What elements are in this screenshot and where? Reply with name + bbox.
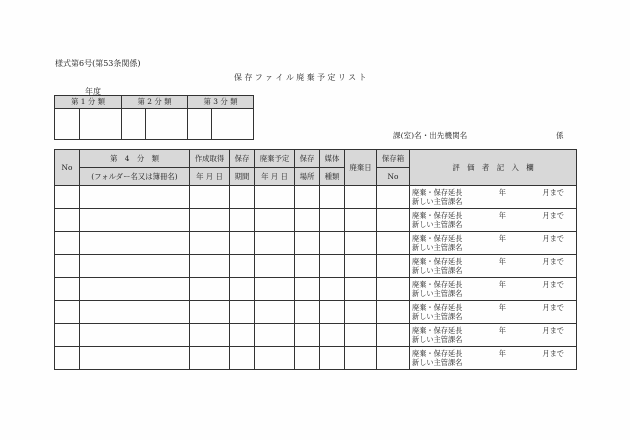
header-class4: 第 4 分 類 <box>80 150 190 168</box>
table-row <box>55 301 577 324</box>
eval-until-month-label: 月まで <box>542 348 564 358</box>
header-box: 保存箱 <box>377 150 410 168</box>
cell-planned-disposal-date[interactable] <box>255 278 295 301</box>
cell-evaluator-entry[interactable] <box>410 186 577 209</box>
table-row <box>55 278 577 301</box>
cell-folder-name[interactable] <box>80 186 190 209</box>
classification-table <box>54 95 254 140</box>
cell-storage-location[interactable] <box>295 301 320 324</box>
cell-planned-disposal-date[interactable] <box>255 255 295 278</box>
cell-folder-name[interactable] <box>80 278 190 301</box>
eval-year-label: 年 <box>498 256 506 266</box>
cell-no[interactable] <box>55 301 80 324</box>
cell-created-date[interactable] <box>190 255 230 278</box>
cell-created-date[interactable] <box>190 186 230 209</box>
cell-disposal-date[interactable] <box>345 301 377 324</box>
header-retention: 保存 <box>230 150 255 168</box>
cell-created-date[interactable] <box>190 301 230 324</box>
table-row <box>55 324 577 347</box>
cell-retention-period[interactable] <box>230 186 255 209</box>
cell-storage-location[interactable] <box>295 324 320 347</box>
cell-retention-period[interactable] <box>230 232 255 255</box>
header-disposal-planned-sub: 年 月 日 <box>255 168 295 186</box>
table-row <box>55 232 577 255</box>
cell-folder-name[interactable] <box>80 209 190 232</box>
cell-disposal-date[interactable] <box>345 255 377 278</box>
cell-no[interactable] <box>55 324 80 347</box>
eval-new-department-label: 新しい主管課名 <box>412 220 463 229</box>
cell-retention-period[interactable] <box>230 324 255 347</box>
cell-box-no[interactable] <box>377 278 410 301</box>
class2-header: 第 2 分 類 <box>122 96 188 109</box>
cell-created-date[interactable] <box>190 324 230 347</box>
table-row <box>55 209 577 232</box>
cell-media-type[interactable] <box>320 186 345 209</box>
cell-evaluator-entry[interactable] <box>410 278 577 301</box>
eval-year-label: 年 <box>498 233 506 243</box>
cell-evaluator-entry[interactable] <box>410 232 577 255</box>
cell-created-date[interactable] <box>190 347 230 370</box>
class1-name-cell[interactable] <box>80 109 122 140</box>
cell-media-type[interactable] <box>320 278 345 301</box>
cell-box-no[interactable] <box>377 347 410 370</box>
cell-evaluator-entry[interactable] <box>410 324 577 347</box>
class3-name-cell[interactable] <box>212 109 254 140</box>
cell-folder-name[interactable] <box>80 301 190 324</box>
cell-planned-disposal-date[interactable] <box>255 209 295 232</box>
eval-year-label: 年 <box>498 348 506 358</box>
cell-storage-location[interactable] <box>295 347 320 370</box>
class2-code-cell[interactable] <box>122 109 146 140</box>
cell-retention-period[interactable] <box>230 209 255 232</box>
header-created: 作成取得 <box>190 150 230 168</box>
eval-new-department-label: 新しい主管課名 <box>412 358 463 367</box>
cell-box-no[interactable] <box>377 324 410 347</box>
cell-no[interactable] <box>55 278 80 301</box>
eval-year-label: 年 <box>498 302 506 312</box>
cell-created-date[interactable] <box>190 278 230 301</box>
cell-evaluator-entry[interactable] <box>410 301 577 324</box>
class1-code-cell[interactable] <box>55 109 80 140</box>
eval-until-month-label: 月まで <box>542 256 564 266</box>
cell-media-type[interactable] <box>320 232 345 255</box>
cell-storage-location[interactable] <box>295 278 320 301</box>
form-number: 様式第6号(第53条関係) <box>55 59 141 68</box>
eval-until-month-label: 月まで <box>542 210 564 220</box>
cell-box-no[interactable] <box>377 301 410 324</box>
eval-until-month-label: 月まで <box>542 302 564 312</box>
cell-disposal-date[interactable] <box>345 278 377 301</box>
cell-storage-location[interactable] <box>295 255 320 278</box>
cell-retention-period[interactable] <box>230 278 255 301</box>
cell-media-type[interactable] <box>320 347 345 370</box>
eval-disposal-extension-label: 廃棄・保存延長 <box>412 302 463 312</box>
cell-box-no[interactable] <box>377 232 410 255</box>
cell-disposal-date[interactable] <box>345 186 377 209</box>
cell-planned-disposal-date[interactable] <box>255 324 295 347</box>
section-suffix: 係 <box>556 131 564 140</box>
class3-header: 第 3 分 類 <box>188 96 254 109</box>
cell-media-type[interactable] <box>320 324 345 347</box>
eval-new-department-label: 新しい主管課名 <box>412 197 463 206</box>
cell-folder-name[interactable] <box>80 232 190 255</box>
cell-storage-location[interactable] <box>295 209 320 232</box>
cell-retention-period[interactable] <box>230 301 255 324</box>
fiscal-year-label: 年度 <box>85 87 101 96</box>
header-media: 媒体 <box>320 150 345 168</box>
header-created-sub: 年 月 日 <box>190 168 230 186</box>
cell-disposal-date[interactable] <box>345 347 377 370</box>
eval-year-label: 年 <box>498 210 506 220</box>
header-evaluator: 評 価 者 記 入 欄 <box>410 150 577 186</box>
eval-new-department-label: 新しい主管課名 <box>412 312 463 321</box>
document-title: 保存ファイル廃棄予定リスト <box>234 73 369 82</box>
header-storage: 保存 <box>295 150 320 168</box>
eval-until-month-label: 月まで <box>542 187 564 197</box>
cell-media-type[interactable] <box>320 209 345 232</box>
cell-planned-disposal-date[interactable] <box>255 186 295 209</box>
cell-evaluator-entry[interactable] <box>410 209 577 232</box>
eval-disposal-extension-label: 廃棄・保存延長 <box>412 279 463 289</box>
cell-storage-location[interactable] <box>295 232 320 255</box>
eval-disposal-extension-label: 廃棄・保存延長 <box>412 210 463 220</box>
header-retention-sub: 期間 <box>230 168 255 186</box>
cell-no[interactable] <box>55 255 80 278</box>
cell-box-no[interactable] <box>377 209 410 232</box>
cell-retention-period[interactable] <box>230 255 255 278</box>
cell-disposal-date[interactable] <box>345 324 377 347</box>
header-media-sub: 種類 <box>320 168 345 186</box>
eval-disposal-extension-label: 廃棄・保存延長 <box>412 325 463 335</box>
eval-new-department-label: 新しい主管課名 <box>412 266 463 275</box>
eval-disposal-extension-label: 廃棄・保存延長 <box>412 233 463 243</box>
cell-box-no[interactable] <box>377 186 410 209</box>
eval-new-department-label: 新しい主管課名 <box>412 335 463 344</box>
class2-name-cell[interactable] <box>146 109 188 140</box>
disposal-list-table <box>54 149 577 370</box>
eval-until-month-label: 月まで <box>542 325 564 335</box>
cell-no[interactable] <box>55 209 80 232</box>
cell-created-date[interactable] <box>190 209 230 232</box>
table-row <box>55 186 577 209</box>
header-disposal-date: 廃棄日 <box>345 150 377 186</box>
cell-disposal-date[interactable] <box>345 232 377 255</box>
eval-new-department-label: 新しい主管課名 <box>412 243 463 252</box>
class1-header: 第 1 分 類 <box>55 96 122 109</box>
eval-new-department-label: 新しい主管課名 <box>412 289 463 298</box>
cell-planned-disposal-date[interactable] <box>255 232 295 255</box>
department-label: 課(室)名・出先機関名 <box>393 131 468 140</box>
cell-no[interactable] <box>55 232 80 255</box>
header-disposal-planned: 廃棄予定 <box>255 150 295 168</box>
eval-disposal-extension-label: 廃棄・保存延長 <box>412 348 463 358</box>
cell-planned-disposal-date[interactable] <box>255 301 295 324</box>
eval-until-month-label: 月まで <box>542 233 564 243</box>
table-row <box>55 255 577 278</box>
cell-no[interactable] <box>55 186 80 209</box>
cell-folder-name[interactable] <box>80 255 190 278</box>
header-no: No <box>55 150 80 186</box>
cell-folder-name[interactable] <box>80 347 190 370</box>
eval-until-month-label: 月まで <box>542 279 564 289</box>
cell-folder-name[interactable] <box>80 324 190 347</box>
cell-box-no[interactable] <box>377 255 410 278</box>
cell-media-type[interactable] <box>320 301 345 324</box>
cell-no[interactable] <box>55 347 80 370</box>
cell-media-type[interactable] <box>320 255 345 278</box>
cell-evaluator-entry[interactable] <box>410 255 577 278</box>
cell-storage-location[interactable] <box>295 186 320 209</box>
cell-evaluator-entry[interactable] <box>410 347 577 370</box>
eval-disposal-extension-label: 廃棄・保存延長 <box>412 187 463 197</box>
eval-year-label: 年 <box>498 187 506 197</box>
eval-disposal-extension-label: 廃棄・保存延長 <box>412 256 463 266</box>
table-row <box>55 347 577 370</box>
cell-planned-disposal-date[interactable] <box>255 347 295 370</box>
header-box-sub: No <box>377 168 410 186</box>
cell-retention-period[interactable] <box>230 347 255 370</box>
header-class4-sub: (フォルダー名又は簿冊名) <box>80 168 190 186</box>
header-storage-sub: 場所 <box>295 168 320 186</box>
eval-year-label: 年 <box>498 325 506 335</box>
cell-created-date[interactable] <box>190 232 230 255</box>
eval-year-label: 年 <box>498 279 506 289</box>
class3-code-cell[interactable] <box>188 109 212 140</box>
cell-disposal-date[interactable] <box>345 209 377 232</box>
